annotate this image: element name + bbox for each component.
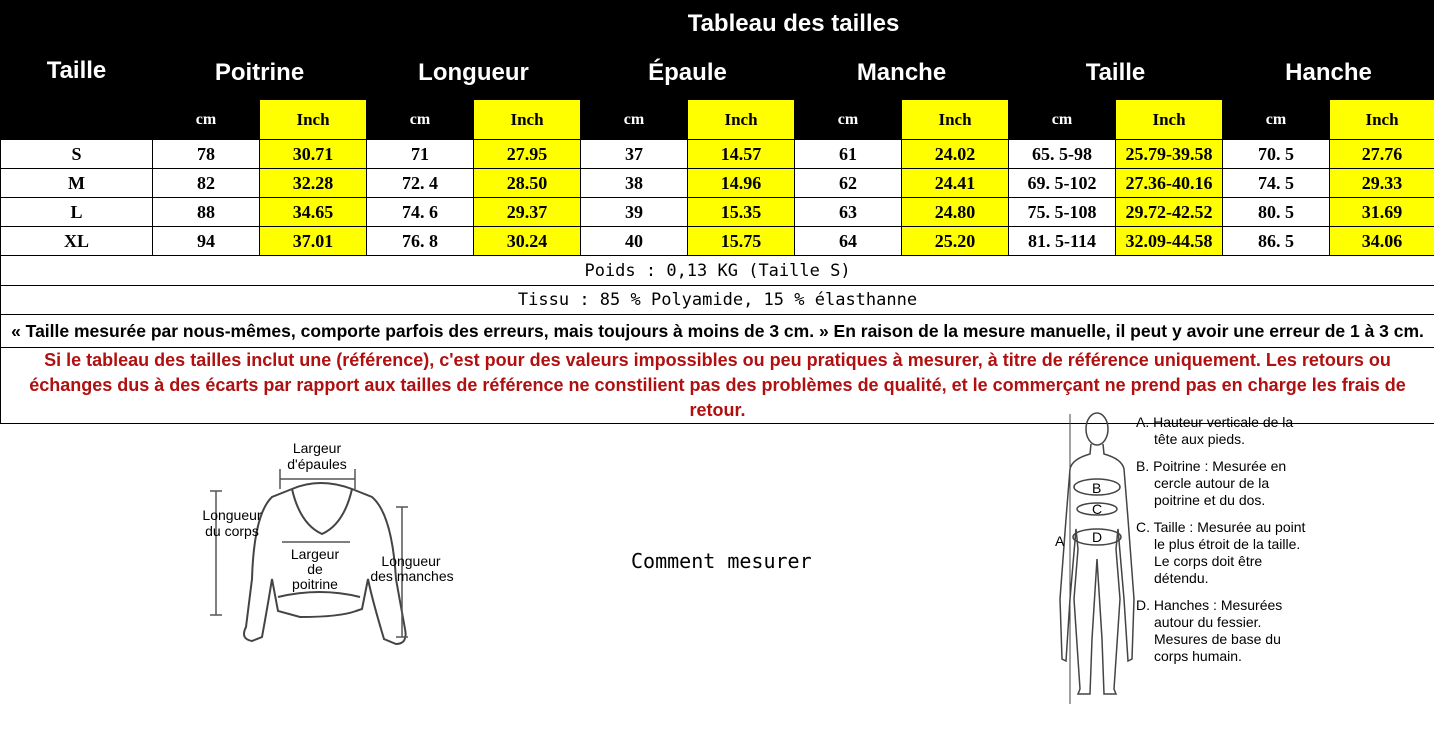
value-cm: 70. 5	[1223, 140, 1330, 169]
value-inch: 29.72-42.52	[1116, 198, 1223, 227]
value-cm: 39	[581, 198, 688, 227]
category-header-sleeve: Manche	[795, 47, 1009, 100]
letter-d: D	[1092, 529, 1103, 545]
value-cm: 65. 5-98	[1009, 140, 1116, 169]
value-inch: 28.50	[474, 169, 581, 198]
chest-label: Largeur	[290, 546, 340, 562]
value-inch: 14.96	[688, 169, 795, 198]
value-inch: 14.57	[688, 140, 795, 169]
neckline-icon	[292, 489, 352, 534]
measurement-guide	[0, 399, 1434, 736]
value-inch: 27.95	[474, 140, 581, 169]
size-label: S	[1, 140, 153, 169]
measurement-disclaimer: « Taille mesurée par nous-mêmes, comporte parfois des erreurs, mais toujours à moins de 3 cm. » En raison de la mesure manuelle, il peut y avoir une erreur de 1 à 3 cm.	[1, 315, 1434, 348]
note-chest: B. Poitrine : Mesurée en cercle autour de la poitrine et du dos.	[1136, 458, 1287, 508]
value-cm: 37	[581, 140, 688, 169]
value-cm: 40	[581, 227, 688, 256]
measurement-notes	[1136, 414, 1306, 675]
value-cm: 80. 5	[1223, 198, 1330, 227]
category-header-length: Longueur	[367, 47, 581, 100]
weight-line: Poids : 0,13 KG (Taille S)	[1, 256, 1434, 286]
value-cm: 74. 5	[1223, 169, 1330, 198]
value-cm: 75. 5-108	[1009, 198, 1116, 227]
unit-cm-header: cm	[795, 100, 902, 140]
value-cm: 86. 5	[1223, 227, 1330, 256]
category-header-waist: Taille	[1009, 47, 1223, 100]
value-cm: 69. 5-102	[1009, 169, 1116, 198]
value-inch: 29.33	[1330, 169, 1434, 198]
value-inch: 15.75	[688, 227, 795, 256]
value-inch: 24.02	[902, 140, 1009, 169]
unit-cm-header: cm	[367, 100, 474, 140]
note-waist: C. Taille : Mesurée au point le plus étroit de la taille. Le corps doit être détendu.	[1136, 519, 1306, 586]
value-cm: 61	[795, 140, 902, 169]
value-cm: 38	[581, 169, 688, 198]
value-cm: 72. 4	[367, 169, 474, 198]
value-cm: 82	[153, 169, 260, 198]
unit-cm-header: cm	[153, 100, 260, 140]
value-inch: 29.37	[474, 198, 581, 227]
category-header-shoulder: Épaule	[581, 47, 795, 100]
letter-a: A	[1055, 533, 1065, 549]
value-inch: 15.35	[688, 198, 795, 227]
how-to-measure-label: Comment mesurer	[631, 549, 812, 573]
table-row	[1, 227, 1434, 256]
table-row	[1, 169, 1434, 198]
value-inch: 25.20	[902, 227, 1009, 256]
size-label: L	[1, 198, 153, 227]
value-inch: 24.80	[902, 198, 1009, 227]
letter-b: B	[1092, 480, 1102, 496]
fabric-line: Tissu : 85 % Polyamide, 15 % élasthanne	[1, 286, 1434, 315]
value-inch: 34.65	[260, 198, 367, 227]
value-cm: 62	[795, 169, 902, 198]
category-header-hip: Hanche	[1223, 47, 1434, 100]
size-label: M	[1, 169, 153, 198]
value-inch: 30.24	[474, 227, 581, 256]
value-cm: 64	[795, 227, 902, 256]
value-cm: 94	[153, 227, 260, 256]
value-inch: 32.09-44.58	[1116, 227, 1223, 256]
unit-inch-header: Inch	[902, 100, 1009, 140]
value-cm: 78	[153, 140, 260, 169]
sleeve-label: Longueur	[381, 553, 441, 569]
table-row	[1, 140, 1434, 169]
category-header-chest: Poitrine	[153, 47, 367, 100]
value-inch: 27.76	[1330, 140, 1434, 169]
value-inch: 30.71	[260, 140, 367, 169]
value-cm: 71	[367, 140, 474, 169]
size-label: XL	[1, 227, 153, 256]
chest-label: de	[307, 561, 323, 577]
value-cm: 88	[153, 198, 260, 227]
body-length-label: du corps	[205, 523, 259, 539]
value-inch: 24.41	[902, 169, 1009, 198]
note-height: A. Hauteur verticale de la tête aux pieds.	[1136, 414, 1294, 447]
unit-inch-header: Inch	[260, 100, 367, 140]
value-cm: 81. 5-114	[1009, 227, 1116, 256]
value-cm: 74. 6	[367, 198, 474, 227]
value-inch: 27.36-40.16	[1116, 169, 1223, 198]
value-inch: 31.69	[1330, 198, 1434, 227]
body-figure-icon	[1060, 413, 1134, 704]
unit-inch-header: Inch	[1330, 100, 1434, 140]
value-cm: 63	[795, 198, 902, 227]
value-cm: 76. 8	[367, 227, 474, 256]
size-column-header: Taille	[1, 1, 153, 140]
unit-cm-header: cm	[581, 100, 688, 140]
unit-cm-header: cm	[1223, 100, 1330, 140]
shoulder-label: Largeur	[292, 440, 342, 456]
chart-title: Tableau des tailles	[153, 1, 1434, 47]
sleeve-label: des manches	[370, 568, 454, 584]
value-inch: 32.28	[260, 169, 367, 198]
unit-inch-header: Inch	[474, 100, 581, 140]
letter-c: C	[1092, 501, 1103, 517]
table-row	[1, 198, 1434, 227]
hem-line-icon	[278, 592, 360, 597]
garment-labels	[202, 440, 453, 592]
body-letters	[1055, 480, 1102, 549]
value-inch: 37.01	[260, 227, 367, 256]
body-length-label: Longueur	[202, 507, 262, 523]
note-hips: D. Hanches : Mesurées autour du fessier. Mesures de base du corps humain.	[1136, 597, 1283, 664]
unit-inch-header: Inch	[688, 100, 795, 140]
unit-cm-header: cm	[1009, 100, 1116, 140]
unit-inch-header: Inch	[1116, 100, 1223, 140]
shoulder-label: d'épaules	[287, 456, 347, 472]
chest-label: poitrine	[292, 576, 338, 592]
value-inch: 25.79-39.58	[1116, 140, 1223, 169]
reference-warning: Si le tableau des tailles inclut une (référence), c'est pour des valeurs impossibles ou peu pratiques à mesurer, à titre de référence uniquement. Les retours ou échanges dus à des écarts par rapport aux tailles de référence ne constilient pas des problèmes de qualité, et le commerçant ne prend pas en charge les frais de retour.	[1, 348, 1434, 424]
value-inch: 34.06	[1330, 227, 1434, 256]
